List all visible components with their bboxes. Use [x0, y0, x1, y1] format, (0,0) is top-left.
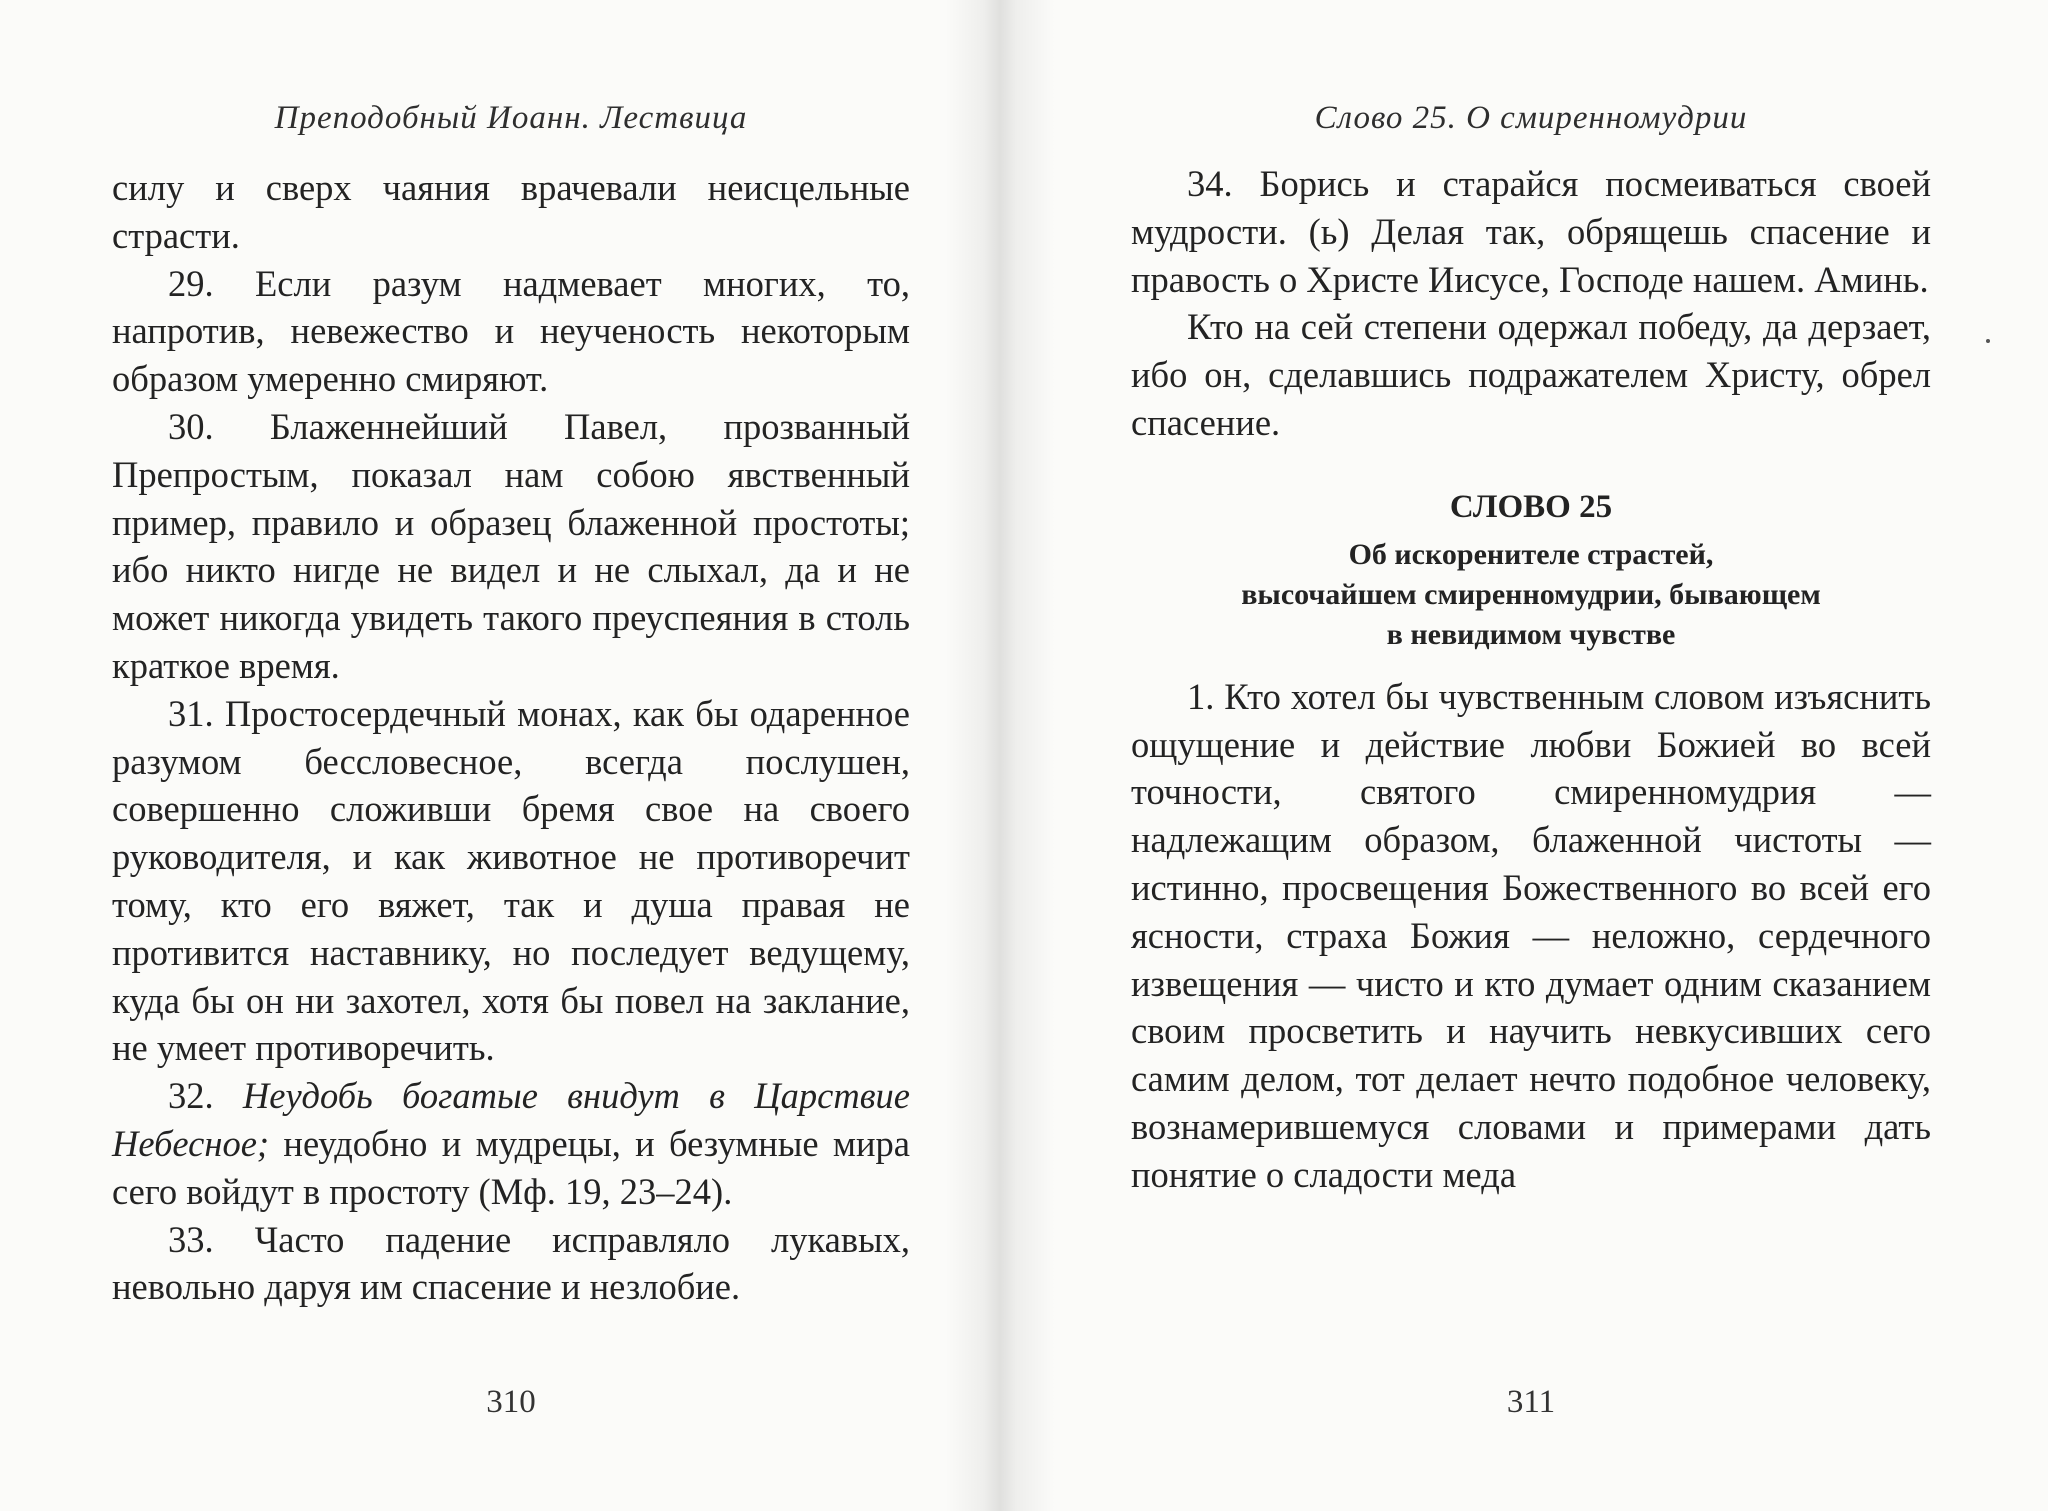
- left-page: [112, 0, 910, 1511]
- paragraph: 31. Простосердечный монах, как бы одаренное разумом бессловесное, всегда послушен, совершенно сложивши бремя свое на своего руководителя, и как животное не противоречит тому, кто его вяжет, так и душа правая не противится наставнику, но последует ведущему, куда бы он ни захотел, хотя бы повел на заклание, не умеет противоречить.: [112, 692, 910, 1069]
- page-text: [112, 164, 910, 1311]
- paragraph-rest: неудобно и мудрецы, и безумные мира сего войдут в простоту (Мф. 19, 23–24).: [112, 1122, 910, 1212]
- running-head: Слово 25. О смиренномудрии: [1314, 100, 1748, 136]
- chapter-title-line: в невидимом чувстве: [1386, 617, 1676, 651]
- page-number: 311: [1506, 1384, 1556, 1420]
- chapter-number: СЛОВО 25: [1449, 488, 1613, 525]
- paragraph: Кто на сей степени одержал победу, да дерзает, ибо он, сделавшись подражателем Христу, обрел спасение.: [1131, 306, 1931, 443]
- page-text: [1131, 160, 1931, 1199]
- paragraph-number: 32.: [168, 1075, 214, 1117]
- margin-speck: [1986, 339, 1990, 343]
- paragraph: силу и сверх чаяния врачевали неисцельные страсти.: [112, 167, 910, 256]
- book-gutter: [945, 0, 1055, 1511]
- running-head: Преподобный Иоанн. Лествица: [274, 100, 748, 136]
- chapter-title-line: Об искоренителе страстей,: [1348, 537, 1714, 571]
- chapter-heading: [1131, 485, 1931, 655]
- paragraph: 34. Борись и старайся посмеиваться своей мудрости. (ь) Делая так, обрящешь спасение и правость о Христе Иисусе, Господе нашем. Аминь.: [1131, 163, 1931, 300]
- paragraph: 1. Кто хотел бы чувственным словом изъяснить ощущение и действие любви Божией во всей точности, святого смиренномудрия — надлежащим образом, блаженной чистоты — истинно, просвещения Божественного во всей его ясности, страха Божия — неложно, сердечного извещения — чисто и кто думает одним сказанием своим просветить и научить невкусивших сего самим делом, тот делает нечто подобное человеку, вознамерившемуся словами и примерами дать понятие о сладости меда: [1131, 675, 1931, 1195]
- page-number: 310: [486, 1384, 536, 1420]
- chapter-title-line: высочайшем смиренномудрии, бывающем: [1241, 577, 1821, 611]
- paragraph-32: [112, 1072, 910, 1215]
- paragraph: 29. Если разум надмевает многих, то, напротив, невежество и неученость некоторым образом умеренно смиряют.: [112, 262, 910, 400]
- right-page: [1131, 0, 1931, 1511]
- paragraph: 33. Часто падение исправляло лукавых, невольно даруя им спасение и незлобие.: [112, 1218, 910, 1308]
- scripture-quote: Неудобь богатые внидут в Царствие Небесное;: [112, 1075, 910, 1164]
- paragraph: 30. Блаженнейший Павел, прозванный Препростым, показал нам собою явственный пример, правило и образец блаженной простоты; ибо никто нигде не видел и не слыхал, да и не может никогда увидеть такого преуспеяния в столь краткое время.: [112, 405, 910, 686]
